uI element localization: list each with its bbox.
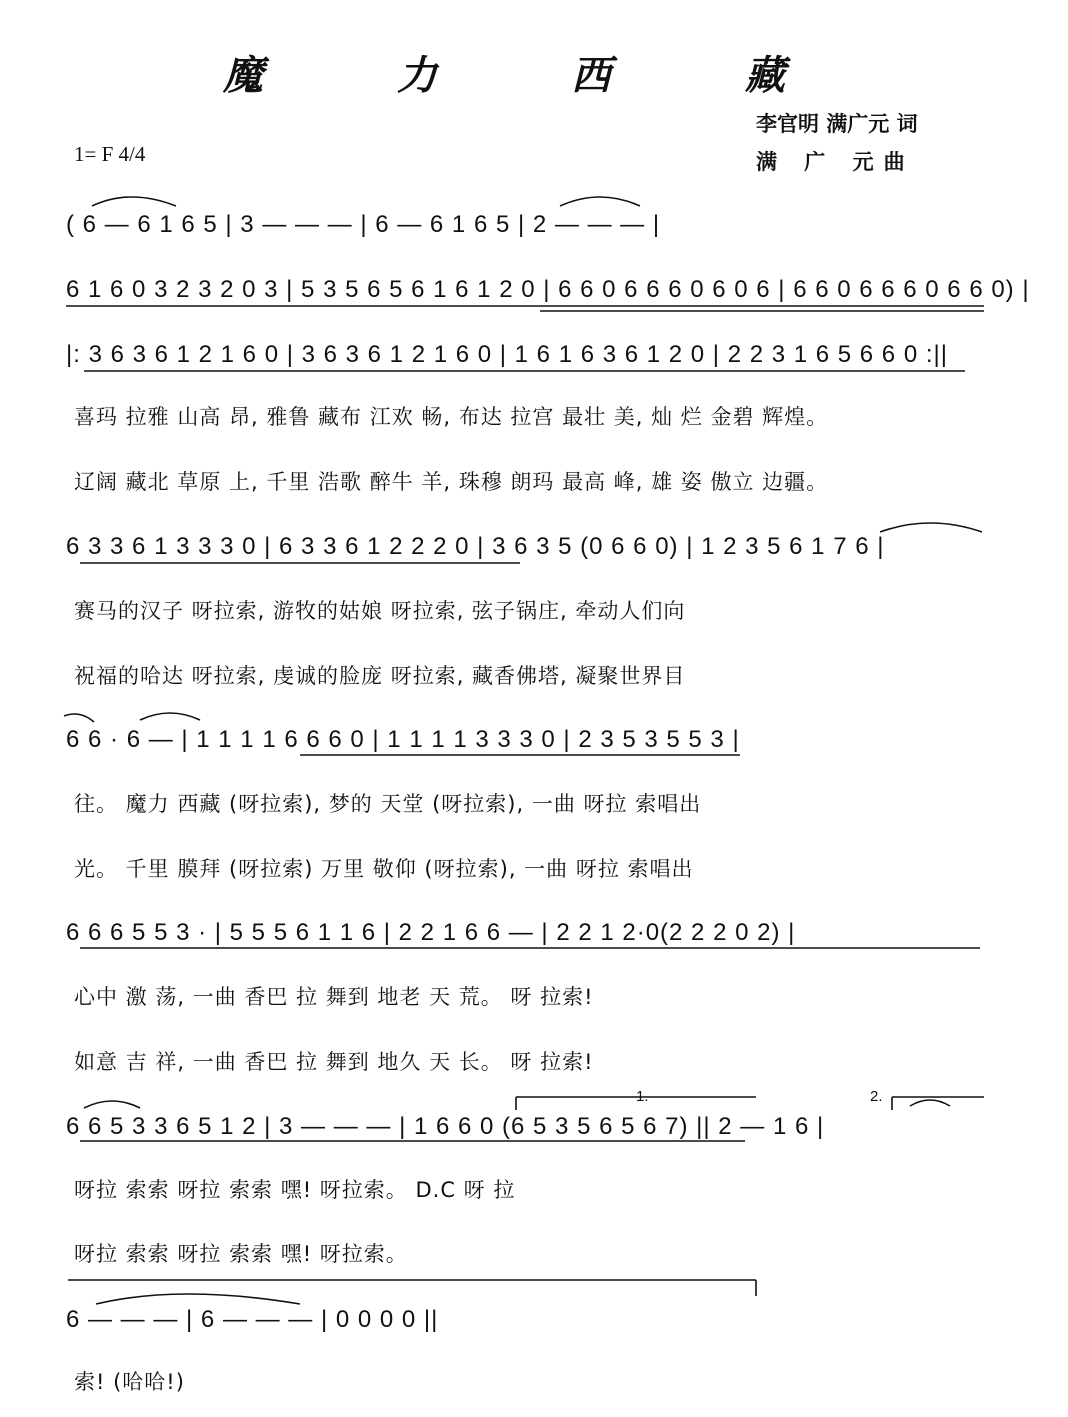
notation-line-7: 6 6 5 3 3 6 5 1 2 | 3 — — — | 1 6 6 0 (6 5 3 5 6 5 6 7) || 2 — 1 6 | xyxy=(66,1113,825,1140)
slur-line-4 xyxy=(880,523,982,532)
slur-line-1 xyxy=(92,197,176,206)
song-title: 魔 力 西 藏 xyxy=(223,52,845,99)
lyric-line-6-verse-2: 如意 吉 祥, 一曲 香巴 拉 舞到 地久 天 长。 呀 拉索! xyxy=(74,1050,594,1074)
notation-line-2: 6 1 6 0 3 2 3 2 0 3 | 5 3 5 6 5 6 1 6 1 2 0 | 6 6 0 6 6 6 0 6 0 6 | 6 6 0 6 6 6 0 6 6 0) | xyxy=(66,276,1030,303)
lyric-line-4-verse-1: 赛马的汉子 呀拉索, 游牧的姑娘 呀拉索, 弦子锅庄, 牵动人们向 xyxy=(74,599,686,623)
lyric-line-7-verse-2: 呀拉 索索 呀拉 索索 嘿! 呀拉索。 xyxy=(74,1242,408,1266)
slur-line-7b xyxy=(910,1100,950,1106)
lyric-line-6-verse-1: 心中 激 荡, 一曲 香巴 拉 舞到 地老 天 荒。 呀 拉索! xyxy=(74,985,594,1009)
slur-line-1b xyxy=(560,197,640,206)
lyric-line-8: 索! (哈哈!) xyxy=(74,1370,185,1394)
slur-line-7 xyxy=(84,1101,140,1108)
lyric-line-3-verse-2: 辽阔 藏北 草原 上, 千里 浩歌 醉牛 羊, 珠穆 朗玛 最高 峰, 雄 姿 傲立 边疆。 xyxy=(74,470,829,494)
lyric-line-3-verse-1: 喜玛 拉雅 山高 昂, 雅鲁 藏布 江欢 畅, 布达 拉宫 最壮 美, 灿 烂 金碧 辉煌。 xyxy=(74,405,829,429)
slur-line-8 xyxy=(96,1294,300,1304)
second-ending-mark: 2. xyxy=(870,1088,883,1105)
notation-line-6: 6 6 6 5 5 3 · | 5 5 5 6 1 1 6 | 2 2 1 6 6 — | 2 2 1 2·0(2 2 2 0 2) | xyxy=(66,919,796,946)
composer-credit: 满 广 元曲 xyxy=(756,150,915,174)
notation-line-4: 6 3 3 6 1 3 3 3 0 | 6 3 3 6 1 2 2 2 0 | 3 6 3 5 (0 6 6 0) | 1 2 3 5 6 1 7 6 | xyxy=(66,533,885,560)
slur-line-5b xyxy=(140,713,200,720)
notation-line-5: 6 6 · 6 — | 1 1 1 1 6 6 6 0 | 1 1 1 1 3 3 3 0 | 2 3 5 3 5 5 3 | xyxy=(66,726,740,753)
notation-line-1: ( 6 — 6 1 6 5 | 3 — — — | 6 — 6 1 6 5 | 2 — — — | xyxy=(66,211,661,238)
lyric-line-5-verse-1: 往。 魔力 西藏 (呀拉索), 梦的 天堂 (呀拉索), 一曲 呀拉 索唱出 xyxy=(74,792,702,816)
lyric-line-5-verse-2: 光。 千里 膜拜 (呀拉索) 万里 敬仰 (呀拉索), 一曲 呀拉 索唱出 xyxy=(74,857,694,881)
slur-line-5 xyxy=(64,714,94,722)
key-signature: 1= F 4/4 xyxy=(74,142,146,166)
notation-line-8: 6 — — — | 6 — — — | 0 0 0 0 || xyxy=(66,1306,439,1333)
first-ending-mark: 1. xyxy=(636,1088,649,1105)
notation-line-3: |: 3 6 3 6 1 2 1 6 0 | 3 6 3 6 1 2 1 6 0 | 1 6 1 6 3 6 1 2 0 | 2 2 3 1 6 5 6 6 0 :|| xyxy=(66,341,948,368)
lyricist-credit: 李官明 满广元 词 xyxy=(756,112,918,136)
lyric-line-7-verse-1: 呀拉 索索 呀拉 索索 嘿! 呀拉索。 D.C 呀 拉 xyxy=(74,1178,516,1202)
lyric-line-4-verse-2: 祝福的哈达 呀拉索, 虔诚的脸庞 呀拉索, 藏香佛塔, 凝聚世界目 xyxy=(74,664,686,688)
